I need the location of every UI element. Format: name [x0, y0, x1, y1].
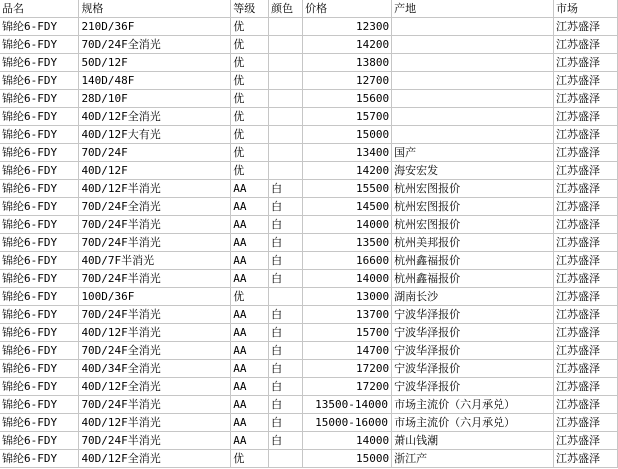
cell-spec[interactable]: 70D/24F全消光 — [79, 36, 231, 54]
cell-color[interactable] — [269, 126, 303, 144]
cell-grade[interactable]: 优 — [231, 36, 269, 54]
cell-origin[interactable]: 杭州宏图报价 — [392, 180, 554, 198]
cell-name[interactable]: 锦纶6-FDY — [0, 54, 79, 72]
table-row — [0, 162, 618, 180]
cell-market[interactable]: 江苏盛泽 — [554, 198, 618, 216]
cell-name[interactable]: 锦纶6-FDY — [0, 252, 79, 270]
cell-spec[interactable]: 210D/36F — [79, 18, 231, 36]
cell-price[interactable]: 15700 — [303, 324, 392, 342]
header-cell-color[interactable]: 颜色 — [269, 0, 303, 18]
cell-name[interactable]: 锦纶6-FDY — [0, 450, 79, 468]
cell-grade[interactable]: AA — [231, 396, 269, 414]
table-row — [0, 126, 618, 144]
cell-color[interactable]: 白 — [269, 414, 303, 432]
cell-spec[interactable]: 40D/7F半消光 — [79, 252, 231, 270]
table-row — [0, 306, 618, 324]
cell-spec[interactable]: 140D/48F — [79, 72, 231, 90]
cell-market[interactable]: 江苏盛泽 — [554, 234, 618, 252]
cell-market[interactable]: 江苏盛泽 — [554, 252, 618, 270]
cell-color[interactable]: 白 — [269, 306, 303, 324]
cell-color[interactable]: 白 — [269, 396, 303, 414]
cell-name[interactable]: 锦纶6-FDY — [0, 144, 79, 162]
cell-origin[interactable]: 杭州美邦报价 — [392, 234, 554, 252]
cell-name[interactable]: 锦纶6-FDY — [0, 306, 79, 324]
cell-price[interactable]: 14000 — [303, 432, 392, 450]
cell-origin[interactable]: 市场主流价（六月承兑） — [392, 396, 554, 414]
cell-market[interactable]: 江苏盛泽 — [554, 342, 618, 360]
header-cell-grade[interactable]: 等级 — [231, 0, 269, 18]
cell-origin[interactable] — [392, 54, 554, 72]
cell-color[interactable]: 白 — [269, 360, 303, 378]
cell-market[interactable]: 江苏盛泽 — [554, 432, 618, 450]
cell-grade[interactable]: 优 — [231, 288, 269, 306]
table-body — [0, 18, 618, 468]
cell-name[interactable]: 锦纶6-FDY — [0, 36, 79, 54]
cell-spec[interactable]: 40D/12F全消光 — [79, 108, 231, 126]
cell-color[interactable]: 白 — [269, 252, 303, 270]
cell-grade[interactable]: AA — [231, 432, 269, 450]
cell-color[interactable] — [269, 162, 303, 180]
cell-price[interactable]: 15000 — [303, 126, 392, 144]
table-row — [0, 234, 618, 252]
cell-spec[interactable]: 40D/12F半消光 — [79, 324, 231, 342]
cell-origin[interactable]: 宁波华泽报价 — [392, 360, 554, 378]
cell-price[interactable]: 14000 — [303, 270, 392, 288]
cell-market[interactable]: 江苏盛泽 — [554, 306, 618, 324]
table-row — [0, 360, 618, 378]
table-row — [0, 324, 618, 342]
header-cell-price[interactable]: 价格 — [303, 0, 392, 18]
cell-origin[interactable]: 海安宏发 — [392, 162, 554, 180]
cell-color[interactable] — [269, 144, 303, 162]
cell-spec[interactable]: 40D/34F全消光 — [79, 360, 231, 378]
cell-market[interactable]: 江苏盛泽 — [554, 360, 618, 378]
cell-spec[interactable]: 70D/24F半消光 — [79, 270, 231, 288]
table-row — [0, 54, 618, 72]
cell-spec[interactable]: 40D/12F — [79, 162, 231, 180]
cell-price[interactable]: 15700 — [303, 108, 392, 126]
cell-color[interactable]: 白 — [269, 378, 303, 396]
cell-origin[interactable]: 杭州宏图报价 — [392, 216, 554, 234]
cell-price[interactable]: 12300 — [303, 18, 392, 36]
cell-market[interactable]: 江苏盛泽 — [554, 180, 618, 198]
cell-grade[interactable]: AA — [231, 216, 269, 234]
cell-spec[interactable]: 40D/12F全消光 — [79, 450, 231, 468]
cell-price[interactable]: 15600 — [303, 90, 392, 108]
cell-spec[interactable]: 70D/24F半消光 — [79, 432, 231, 450]
cell-name[interactable]: 锦纶6-FDY — [0, 324, 79, 342]
cell-market[interactable]: 江苏盛泽 — [554, 216, 618, 234]
cell-grade[interactable]: 优 — [231, 18, 269, 36]
cell-grade[interactable]: 优 — [231, 108, 269, 126]
cell-name[interactable]: 锦纶6-FDY — [0, 270, 79, 288]
cell-color[interactable]: 白 — [269, 270, 303, 288]
cell-name[interactable]: 锦纶6-FDY — [0, 126, 79, 144]
cell-grade[interactable]: AA — [231, 270, 269, 288]
cell-market[interactable]: 江苏盛泽 — [554, 450, 618, 468]
cell-price[interactable]: 13500-14000 — [303, 396, 392, 414]
cell-price[interactable]: 14000 — [303, 216, 392, 234]
cell-color[interactable] — [269, 36, 303, 54]
cell-origin[interactable]: 宁波华泽报价 — [392, 306, 554, 324]
cell-grade[interactable]: AA — [231, 324, 269, 342]
cell-spec[interactable]: 70D/24F全消光 — [79, 198, 231, 216]
cell-price[interactable]: 13800 — [303, 54, 392, 72]
cell-grade[interactable]: AA — [231, 378, 269, 396]
cell-price[interactable]: 16600 — [303, 252, 392, 270]
table-row — [0, 72, 618, 90]
table-row — [0, 378, 618, 396]
cell-market[interactable]: 江苏盛泽 — [554, 414, 618, 432]
cell-name[interactable]: 锦纶6-FDY — [0, 90, 79, 108]
cell-price[interactable]: 15000-16000 — [303, 414, 392, 432]
cell-price[interactable]: 14200 — [303, 36, 392, 54]
cell-spec[interactable]: 70D/24F半消光 — [79, 306, 231, 324]
table-row — [0, 432, 618, 450]
table-row — [0, 450, 618, 468]
cell-price[interactable]: 13000 — [303, 288, 392, 306]
cell-market[interactable]: 江苏盛泽 — [554, 396, 618, 414]
header-cell-origin[interactable]: 产地 — [392, 0, 554, 18]
header-cell-spec[interactable]: 规格 — [79, 0, 231, 18]
cell-grade[interactable]: AA — [231, 252, 269, 270]
cell-color[interactable]: 白 — [269, 198, 303, 216]
cell-name[interactable]: 锦纶6-FDY — [0, 162, 79, 180]
cell-origin[interactable] — [392, 18, 554, 36]
cell-grade[interactable]: AA — [231, 234, 269, 252]
cell-spec[interactable]: 100D/36F — [79, 288, 231, 306]
cell-origin[interactable]: 国产 — [392, 144, 554, 162]
table-row — [0, 342, 618, 360]
cell-price[interactable]: 12700 — [303, 72, 392, 90]
cell-market[interactable]: 江苏盛泽 — [554, 378, 618, 396]
cell-price[interactable]: 15500 — [303, 180, 392, 198]
cell-grade[interactable]: 优 — [231, 450, 269, 468]
cell-price[interactable]: 14200 — [303, 162, 392, 180]
cell-grade[interactable]: 优 — [231, 54, 269, 72]
cell-color[interactable]: 白 — [269, 324, 303, 342]
header-cell-market[interactable]: 市场 — [554, 0, 618, 18]
cell-name[interactable]: 锦纶6-FDY — [0, 378, 79, 396]
cell-price[interactable]: 14500 — [303, 198, 392, 216]
table-row — [0, 108, 618, 126]
table-row — [0, 18, 618, 36]
cell-origin[interactable] — [392, 126, 554, 144]
cell-name[interactable]: 锦纶6-FDY — [0, 216, 79, 234]
cell-origin[interactable]: 宁波华泽报价 — [392, 378, 554, 396]
cell-market[interactable]: 江苏盛泽 — [554, 36, 618, 54]
cell-grade[interactable]: AA — [231, 342, 269, 360]
cell-name[interactable]: 锦纶6-FDY — [0, 198, 79, 216]
cell-grade[interactable]: 优 — [231, 72, 269, 90]
cell-grade[interactable]: 优 — [231, 90, 269, 108]
cell-market[interactable]: 江苏盛泽 — [554, 126, 618, 144]
cell-name[interactable]: 锦纶6-FDY — [0, 414, 79, 432]
table-row — [0, 90, 618, 108]
cell-color[interactable] — [269, 450, 303, 468]
cell-spec[interactable]: 70D/24F半消光 — [79, 396, 231, 414]
cell-spec[interactable]: 40D/12F全消光 — [79, 378, 231, 396]
cell-price[interactable]: 15000 — [303, 450, 392, 468]
header-row — [0, 0, 618, 18]
cell-color[interactable] — [269, 72, 303, 90]
cell-color[interactable]: 白 — [269, 216, 303, 234]
cell-name[interactable]: 锦纶6-FDY — [0, 108, 79, 126]
cell-grade[interactable]: 优 — [231, 144, 269, 162]
cell-name[interactable]: 锦纶6-FDY — [0, 342, 79, 360]
cell-name[interactable]: 锦纶6-FDY — [0, 18, 79, 36]
cell-spec[interactable]: 40D/12F大有光 — [79, 126, 231, 144]
table-row — [0, 216, 618, 234]
cell-spec[interactable]: 70D/24F — [79, 144, 231, 162]
cell-name[interactable]: 锦纶6-FDY — [0, 180, 79, 198]
cell-grade[interactable]: 优 — [231, 126, 269, 144]
cell-color[interactable] — [269, 288, 303, 306]
cell-origin[interactable] — [392, 36, 554, 54]
cell-market[interactable]: 江苏盛泽 — [554, 18, 618, 36]
cell-price[interactable]: 17200 — [303, 378, 392, 396]
cell-name[interactable]: 锦纶6-FDY — [0, 432, 79, 450]
table-row — [0, 396, 618, 414]
cell-color[interactable] — [269, 18, 303, 36]
cell-market[interactable]: 江苏盛泽 — [554, 324, 618, 342]
cell-price[interactable]: 13700 — [303, 306, 392, 324]
cell-spec[interactable]: 70D/24F半消光 — [79, 234, 231, 252]
cell-name[interactable]: 锦纶6-FDY — [0, 72, 79, 90]
table-row — [0, 414, 618, 432]
cell-grade[interactable]: AA — [231, 198, 269, 216]
cell-name[interactable]: 锦纶6-FDY — [0, 360, 79, 378]
table-row — [0, 198, 618, 216]
cell-grade[interactable]: AA — [231, 180, 269, 198]
cell-price[interactable]: 17200 — [303, 360, 392, 378]
cell-color[interactable] — [269, 90, 303, 108]
cell-origin[interactable] — [392, 90, 554, 108]
cell-spec[interactable]: 50D/12F — [79, 54, 231, 72]
table-row — [0, 270, 618, 288]
cell-color[interactable] — [269, 108, 303, 126]
table-row — [0, 144, 618, 162]
cell-origin[interactable]: 浙江产 — [392, 450, 554, 468]
cell-grade[interactable]: AA — [231, 414, 269, 432]
cell-spec[interactable]: 70D/24F全消光 — [79, 342, 231, 360]
cell-spec[interactable]: 40D/12F半消光 — [79, 180, 231, 198]
cell-color[interactable]: 白 — [269, 342, 303, 360]
cell-origin[interactable]: 杭州鑫福报价 — [392, 270, 554, 288]
cell-origin[interactable] — [392, 72, 554, 90]
table-row — [0, 252, 618, 270]
cell-color[interactable]: 白 — [269, 234, 303, 252]
cell-grade[interactable]: AA — [231, 360, 269, 378]
cell-origin[interactable] — [392, 108, 554, 126]
cell-spec[interactable]: 70D/24F半消光 — [79, 216, 231, 234]
cell-spec[interactable]: 40D/12F半消光 — [79, 414, 231, 432]
cell-origin[interactable]: 萧山钱潮 — [392, 432, 554, 450]
cell-price[interactable]: 14700 — [303, 342, 392, 360]
cell-price[interactable]: 13500 — [303, 234, 392, 252]
cell-origin[interactable]: 宁波华泽报价 — [392, 342, 554, 360]
cell-price[interactable]: 13400 — [303, 144, 392, 162]
cell-grade[interactable]: 优 — [231, 162, 269, 180]
table-row — [0, 180, 618, 198]
header-cell-name[interactable]: 品名 — [0, 0, 79, 18]
cell-color[interactable] — [269, 54, 303, 72]
cell-name[interactable]: 锦纶6-FDY — [0, 234, 79, 252]
cell-origin[interactable]: 湖南长沙 — [392, 288, 554, 306]
cell-name[interactable]: 锦纶6-FDY — [0, 396, 79, 414]
cell-market[interactable]: 江苏盛泽 — [554, 54, 618, 72]
cell-name[interactable]: 锦纶6-FDY — [0, 288, 79, 306]
cell-origin[interactable]: 市场主流价（六月承兑） — [392, 414, 554, 432]
cell-market[interactable]: 江苏盛泽 — [554, 288, 618, 306]
cell-market[interactable]: 江苏盛泽 — [554, 144, 618, 162]
cell-market[interactable]: 江苏盛泽 — [554, 72, 618, 90]
cell-origin[interactable]: 杭州宏图报价 — [392, 198, 554, 216]
cell-market[interactable]: 江苏盛泽 — [554, 270, 618, 288]
cell-market[interactable]: 江苏盛泽 — [554, 108, 618, 126]
table-row — [0, 36, 618, 54]
cell-origin[interactable]: 杭州鑫福报价 — [392, 252, 554, 270]
cell-market[interactable]: 江苏盛泽 — [554, 90, 618, 108]
cell-color[interactable]: 白 — [269, 180, 303, 198]
cell-market[interactable]: 江苏盛泽 — [554, 162, 618, 180]
cell-spec[interactable]: 28D/10F — [79, 90, 231, 108]
cell-origin[interactable]: 宁波华泽报价 — [392, 324, 554, 342]
table-row — [0, 288, 618, 306]
cell-color[interactable]: 白 — [269, 432, 303, 450]
cell-grade[interactable]: AA — [231, 306, 269, 324]
